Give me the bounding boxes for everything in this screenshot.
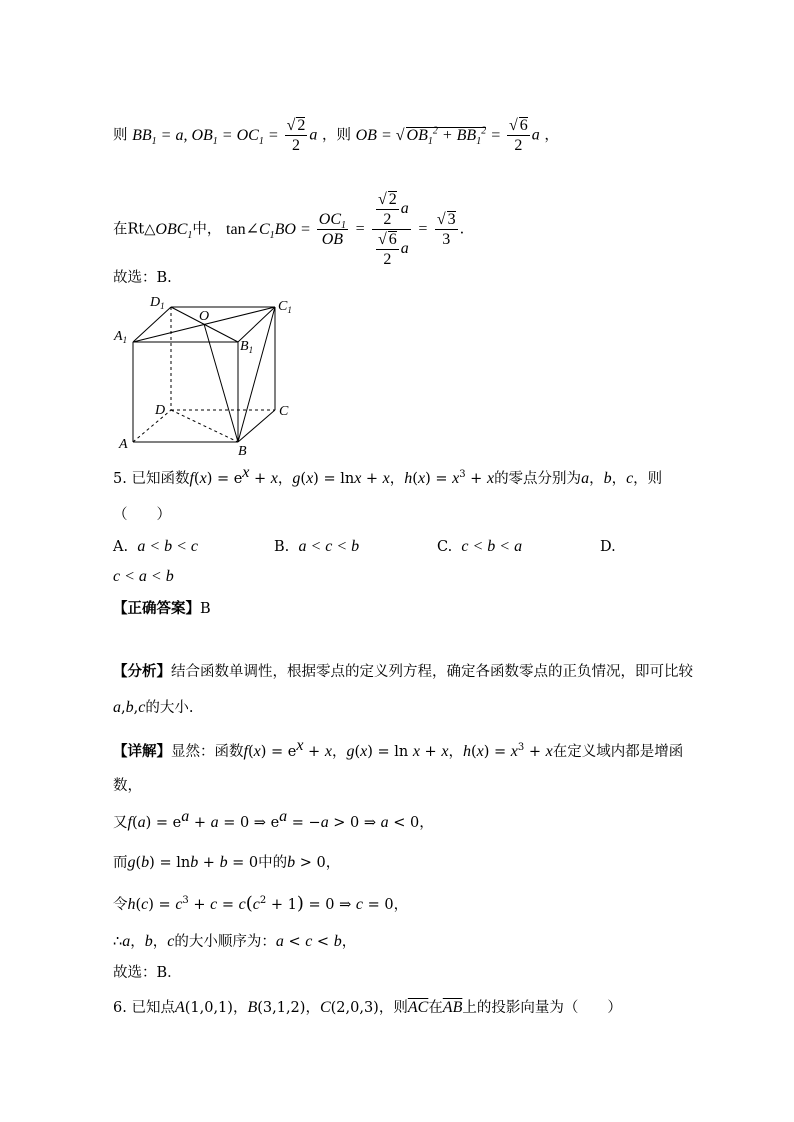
option-d-label: D. xyxy=(600,539,616,555)
question6-stem: 6. 已知点A(1,0,1)，B(3,1,2)，C(2,0,3)，则$\overline{AC}$在$\overline{AB}$上的投影向量为（ ） xyxy=(113,999,622,1016)
label-c1: $C_1$ xyxy=(278,299,292,315)
option-b: B. a < c < b xyxy=(274,538,360,555)
label-b: B xyxy=(238,444,247,459)
question5-stem: 5. 已知函数$f(x) = e^x + x$，g(x) = lnx + x，$h(x) = x^3 + x$的零点分别为a，b，c，则 xyxy=(113,464,663,487)
answer: 【正确答案】B xyxy=(113,600,211,617)
fraction: $\frac{√ 6}{2}$ xyxy=(508,117,528,154)
label-a1: $A_1$ xyxy=(114,329,128,345)
solution-conclusion: 故选：B. xyxy=(113,270,172,286)
label-a: A xyxy=(119,437,128,452)
question5-paren: （ ） xyxy=(113,507,171,523)
label-d1: $D_1$ xyxy=(150,295,165,311)
analysis: 【分析】结合函数单调性，根据零点的定义列方程，确定各函数零点的正负情况，即可比较 xyxy=(113,663,693,680)
label-c: C xyxy=(279,404,289,419)
solution-line-2: 在$Rt\triangle OBC_1$中， $\tan\angle C_1BO$ = $\frac{OC_1}{OB}$ = $\frac{√ 2}{2}$ a $\frac{√ 6}{2}$ a = $\frac{√ 3}{3}$ . xyxy=(113,191,465,268)
complex-fraction: $\frac{√ 2}{2}$ a $\frac{√ 6}{2}$ a xyxy=(372,190,411,269)
label-o: O xyxy=(199,309,210,324)
detail: 【详解】显然：函数$f(x) = e^x + x$，g(x) = ln x + x，$h(x) = x^3 + x$在定义域内都是增函 xyxy=(113,737,684,760)
label-d: D xyxy=(155,403,166,418)
analysis-cont: a,b,c的大小. xyxy=(113,699,194,716)
solution-line-1: 则 $BB_1 = a$, $OB_1 = OC_1$ = $\frac{√ 2}{2}$ a ，则 OB = √ $OB_1^2 + BB_1^2$ = $\frac{√ 6}{2}$ a ， xyxy=(113,117,559,154)
hidden-edge xyxy=(133,410,171,442)
fraction: $\frac{√ 2}{2}$ xyxy=(286,117,306,154)
fraction: $\frac{√ 3}{3}$ xyxy=(436,211,456,248)
edge xyxy=(238,307,275,342)
option-c: C. c < b < a xyxy=(437,538,523,555)
hidden-edge xyxy=(171,410,238,442)
fraction: $\frac{OC_1}{OB}$ xyxy=(318,211,346,248)
step-3: 令$h(c) = c^3 + c = c(c^2 + 1) = 0$ ⇒ c = 0， xyxy=(113,893,409,914)
option-a: A. a < b < c xyxy=(113,538,199,555)
step-1: 又$f(a) = e^a + a = 0$ ⇒ $e^a = -a > 0$ ⇒ a < 0， xyxy=(113,808,434,831)
question5-conclusion: 故选：B． xyxy=(113,965,182,981)
edge xyxy=(238,410,275,442)
step-2: 而g(b) = lnb + b = 0中的b > 0， xyxy=(113,854,341,871)
detail-cont: 数， xyxy=(113,778,142,794)
cube-diagram xyxy=(110,292,310,462)
step-4: ∴a，b，c的大小顺序为：a < c < b， xyxy=(113,933,357,950)
edge xyxy=(133,307,171,342)
option-d: c < a < b xyxy=(113,568,174,585)
label-b1: $B_1$ xyxy=(240,339,254,355)
edge xyxy=(238,307,275,442)
